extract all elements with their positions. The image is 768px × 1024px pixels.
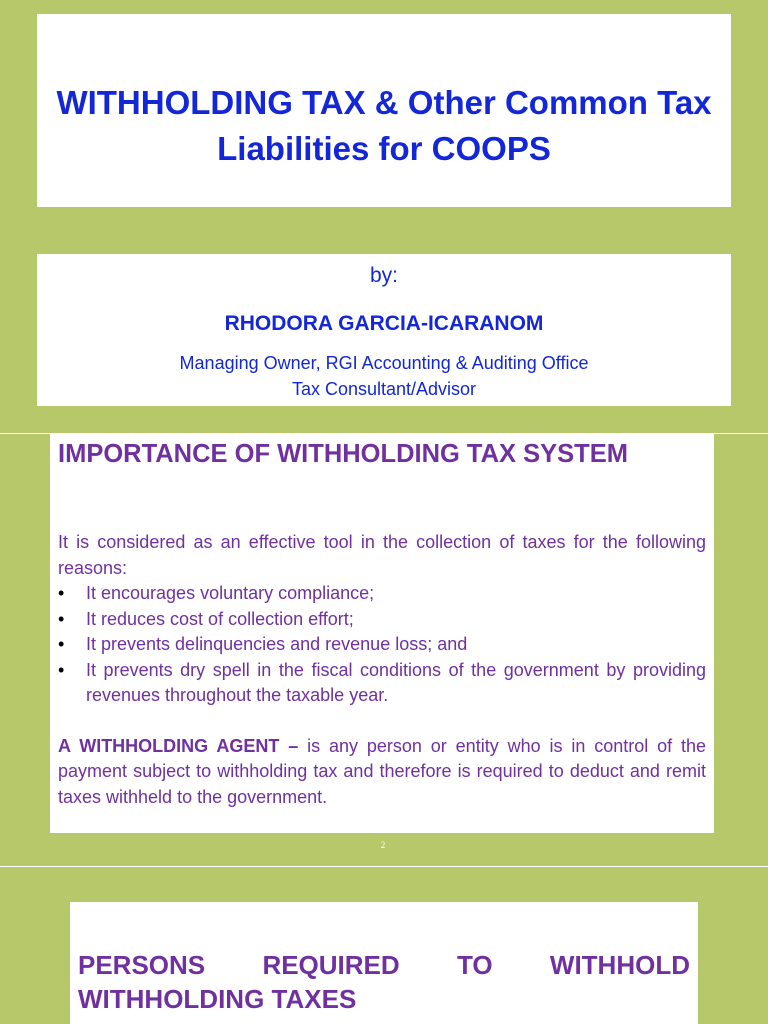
author-position: Managing Owner, RGI Accounting & Auditing Office: [179, 353, 589, 373]
intro-text: It is considered as an effective tool in the collection of taxes for the following reasons:: [58, 532, 706, 578]
by-label: by:: [369, 264, 398, 287]
bullet-icon: •: [58, 659, 65, 680]
content-body: [58, 530, 706, 810]
bullet-icon: •: [58, 583, 65, 603]
bullet-icon: •: [58, 608, 65, 629]
agent-definition-text: is any person or entity who is in control of the payment subject to withholding tax and therefore is required to deduct and remit taxes withheld to the government.: [58, 735, 707, 807]
list-item: [58, 632, 706, 658]
title-slide: [0, 0, 768, 433]
title-box: [37, 14, 731, 207]
list-item: [58, 607, 706, 633]
author-box: [37, 254, 731, 406]
agent-definition: [58, 734, 706, 811]
content-box: [50, 433, 714, 833]
reasons-list: [58, 581, 706, 709]
author-role: Tax Consultant/Advisor: [291, 379, 477, 399]
section-heading: PERSONS REQUIRED TO WITHHOLD WITHHOLDING TAXES: [78, 950, 690, 1014]
list-item-text: It reduces cost of collection effort;: [86, 608, 354, 629]
list-item: [58, 581, 706, 607]
list-item-text: It encourages voluntary compliance;: [86, 583, 375, 603]
section-heading: IMPORTANCE OF WITHHOLDING TAX SYSTEM: [58, 440, 628, 468]
persons-box: [70, 902, 698, 1024]
presentation-title: WITHHOLDING TAX & Other Common Tax Liabilities for COOPS: [56, 84, 712, 167]
list-item-text: It prevents dry spell in the fiscal conditions of the government by providing revenues throughout the taxable year.: [86, 659, 706, 705]
bullet-icon: •: [58, 634, 65, 654]
agent-term: A WITHHOLDING AGENT –: [58, 735, 299, 756]
slide-divider: [0, 866, 768, 867]
list-item: [58, 658, 706, 709]
author-name: RHODORA GARCIA-ICARANOM: [224, 312, 544, 335]
page-number: 2: [380, 840, 386, 850]
list-item-text: It prevents delinquencies and revenue loss; and: [86, 634, 468, 654]
